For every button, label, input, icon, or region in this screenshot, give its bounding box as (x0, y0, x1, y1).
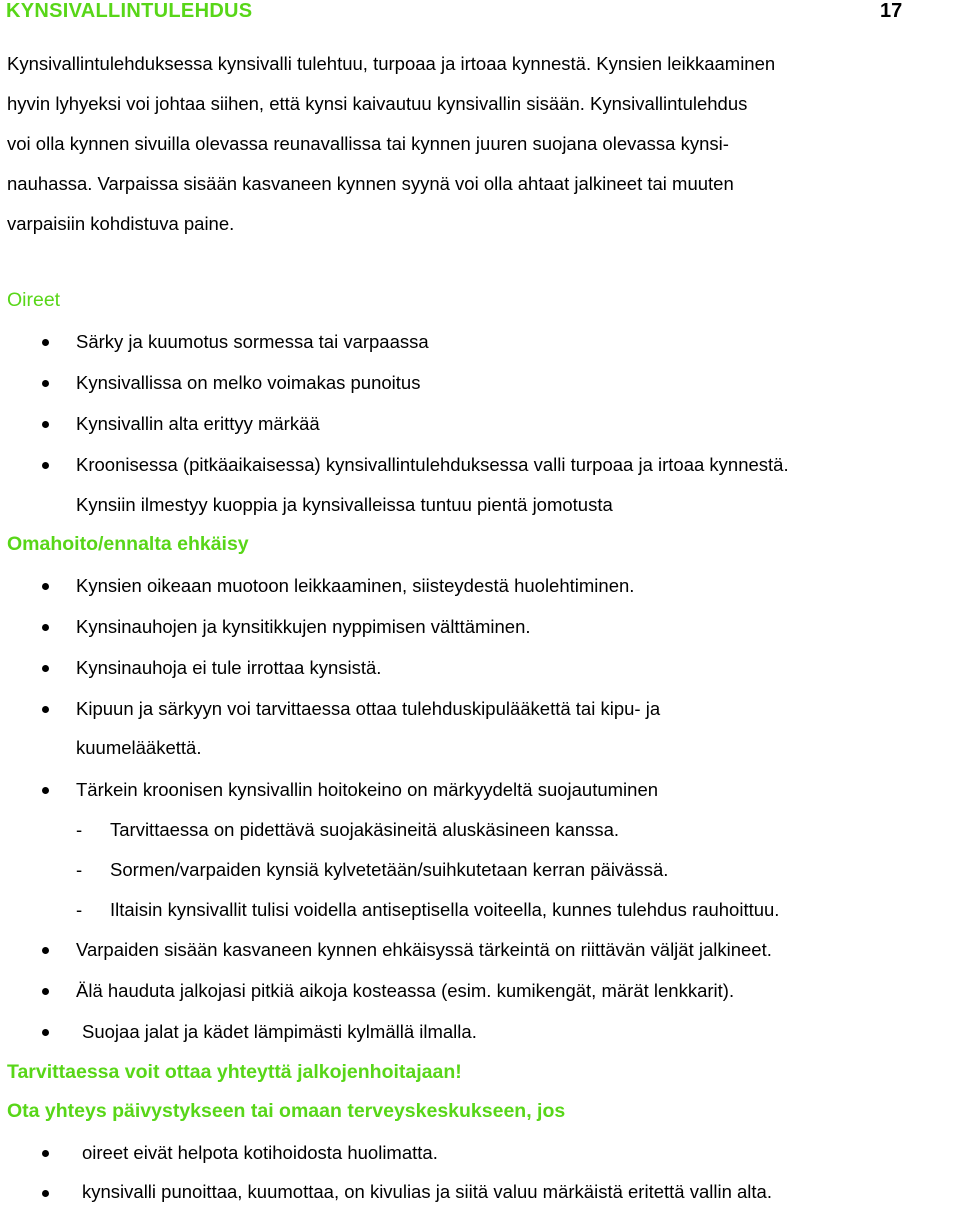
symptoms-heading: Oireet (7, 289, 61, 311)
dash-marker: - (76, 899, 83, 920)
symptom-item: Särky ja kuumotus sormessa tai varpaassa (76, 331, 429, 352)
clinic-contact-item: oireet eivät helpota kotihoidosta huolimatta. (82, 1142, 438, 1163)
selfcare-item: Tärkein kroonisen kynsivallin hoitokeino on märkyydeltä suojautuminen (76, 779, 659, 800)
clinic-contact-heading: Ota yhteys päivystykseen tai omaan terveyskeskukseen, jos (7, 1100, 566, 1122)
clinic-contact-item: kynsivalli punoittaa, kuumottaa, on kivulias ja siitä valuu märkäistä eritettä vallin alta. (82, 1181, 772, 1202)
bullet-icon (42, 462, 49, 469)
bullet-icon (42, 787, 49, 794)
intro-line: Kynsivallintulehduksessa kynsivalli tulehtuu, turpoaa ja irtoaa kynnestä. Kynsien leikkaaminen (7, 53, 776, 74)
bullet-icon (42, 624, 49, 631)
bullet-icon (42, 339, 49, 346)
selfcare-item: Kynsien oikeaan muotoon leikkaaminen, siisteydestä huolehtiminen. (76, 575, 635, 596)
selfcare-subitem: Sormen/varpaiden kynsiä kylvetetään/suihkutetaan kerran päivässä. (110, 859, 669, 880)
selfcare-item: Kipuun ja särkyyn voi tarvittaessa ottaa tulehduskipulääkettä tai kipu- ja (76, 698, 661, 719)
selfcare-subitem: Tarvittaessa on pidettävä suojakäsineitä aluskäsineen kanssa. (110, 819, 620, 840)
page-number: 17 (880, 0, 903, 22)
bullet-icon (42, 380, 49, 387)
intro-line: hyvin lyhyeksi voi johtaa siihen, että kynsi kaivautuu kynsivallin sisään. Kynsivallintulehdus (7, 93, 748, 114)
bullet-icon (42, 1190, 49, 1197)
selfcare-item: Kynsinauhoja ei tule irrottaa kynsistä. (76, 657, 382, 678)
bullet-icon (42, 988, 49, 995)
bullet-icon (42, 706, 49, 713)
dash-marker: - (76, 859, 83, 880)
symptom-item-continuation: Kynsiin ilmestyy kuoppia ja kynsivalleissa tuntuu pientä jomotusta (76, 494, 613, 515)
selfcare-heading: Omahoito/ennalta ehkäisy (7, 533, 249, 555)
intro-line: nauhassa. Varpaissa sisään kasvaneen kynnen syynä voi olla ahtaat jalkineet tai muuten (7, 173, 734, 194)
intro-line: varpaisiin kohdistuva paine. (7, 213, 235, 234)
selfcare-item-continuation: kuumelääkettä. (76, 737, 202, 758)
bullet-icon (42, 665, 49, 672)
bullet-icon (42, 583, 49, 590)
document-title: KYNSIVALLINTULEHDUS (6, 0, 253, 22)
selfcare-subitem: Iltaisin kynsivallit tulisi voidella antiseptisella voiteella, kunnes tulehdus rauhoittuu. (110, 899, 780, 920)
bullet-icon (42, 947, 49, 954)
selfcare-item: Suojaa jalat ja kädet lämpimästi kylmällä ilmalla. (82, 1021, 477, 1042)
symptom-item: Kroonisessa (pitkäaikaisessa) kynsivallintulehduksessa valli turpoaa ja irtoaa kynnestä. (76, 454, 789, 475)
intro-paragraph (7, 44, 952, 244)
bullet-icon (42, 1029, 49, 1036)
selfcare-item: Kynsinauhojen ja kynsitikkujen nyppimisen välttäminen. (76, 616, 531, 637)
bullet-icon (42, 1150, 49, 1157)
bullet-icon (42, 421, 49, 428)
symptom-item: Kynsivallin alta erittyy märkää (76, 413, 320, 434)
selfcare-item: Älä hauduta jalkojasi pitkiä aikoja kosteassa (esim. kumikengät, märät lenkkarit). (76, 980, 735, 1001)
selfcare-item: Varpaiden sisään kasvaneen kynnen ehkäisyssä tärkeintä on riittävän väljät jalkineet. (76, 939, 772, 960)
symptom-item: Kynsivallissa on melko voimakas punoitus (76, 372, 421, 393)
footcare-contact-note: Tarvittaessa voit ottaa yhteyttä jalkojenhoitajaan! (7, 1061, 462, 1083)
intro-line: voi olla kynnen sivuilla olevassa reunavallissa tai kynnen juuren suojana olevassa kynsi- (7, 133, 729, 154)
dash-marker: - (76, 819, 83, 840)
